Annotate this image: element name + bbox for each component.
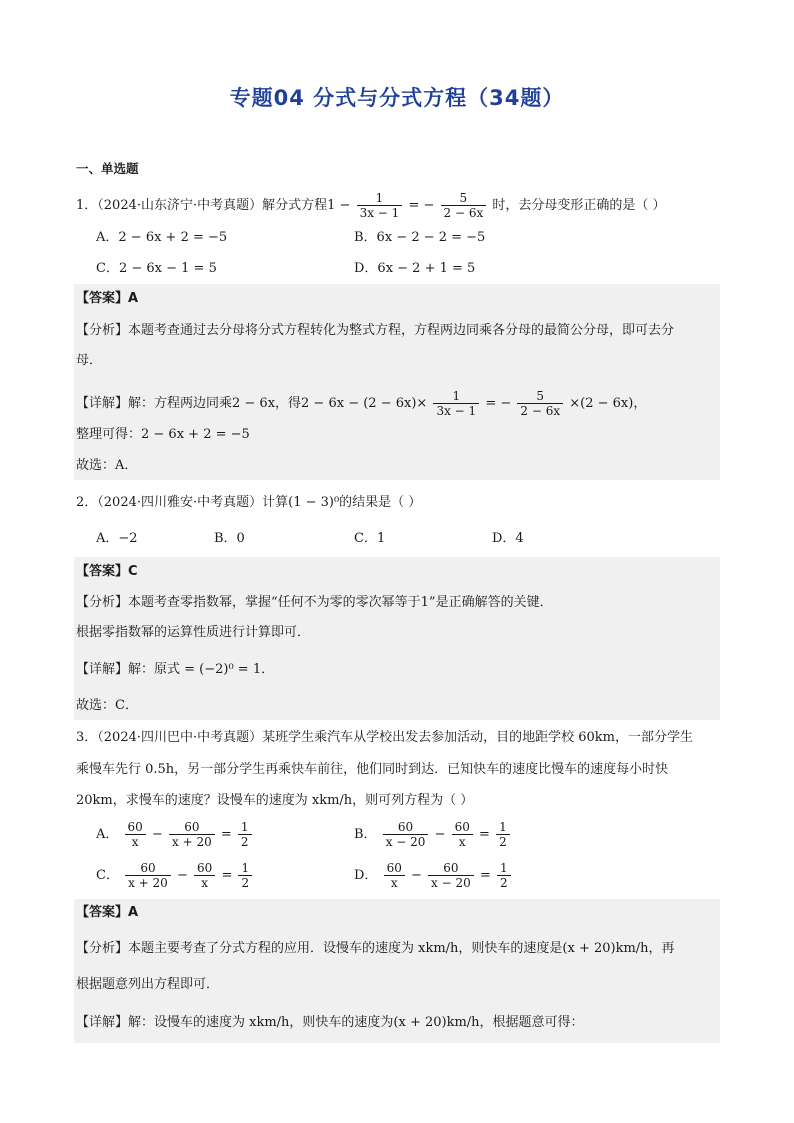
q1-detail-fraction-1 <box>433 389 479 418</box>
section-heading: 一、单选题 <box>76 161 139 176</box>
q1-fraction-2 <box>441 191 487 220</box>
q3-option-c <box>96 861 254 890</box>
q3-option-b <box>354 820 512 849</box>
q3-option-a <box>96 820 254 849</box>
q3-a-rd: 2 <box>238 834 252 849</box>
q2-answer <box>76 563 138 581</box>
q1-detail-1 <box>76 389 646 418</box>
q2-analysis-2: 根据零指数幂的运算性质进行计算即可． <box>76 625 311 640</box>
q3-a-eq: = <box>220 827 232 842</box>
q3-d-f1n: 60 <box>386 861 402 875</box>
q3-a-f2d: x + 20 <box>169 834 215 849</box>
q3-c-f1n: 60 <box>140 861 156 875</box>
q1-detail-f1-num: 1 <box>452 389 461 403</box>
q1-analysis-1: 【分析】本题考查通过去分母将分式方程转化为整式方程，方程两边同乘各分母的最简公分母，即可去分 <box>76 323 675 338</box>
q2-option-b: B．0 <box>214 531 245 546</box>
q1-detail-f2-den: 2 − 6x <box>517 403 563 418</box>
q1-option-b: B．6x − 2 − 2 = −5 <box>354 230 486 245</box>
q3-c-rn: 1 <box>241 861 250 875</box>
q3-d-frac1 <box>384 861 405 890</box>
q3-a-f2n: 60 <box>184 820 200 834</box>
q1-frac2-den: 2 − 6x <box>441 205 487 220</box>
q1-detail-f1-den: 3x − 1 <box>433 403 479 418</box>
q3-c-frac1 <box>125 861 171 890</box>
q1-detail-f2-num: 5 <box>536 389 545 403</box>
q1-detail-3: 故选：A． <box>76 458 138 473</box>
q3-b-rd: 2 <box>496 834 510 849</box>
q2-option-a: A．−2 <box>96 531 138 546</box>
q3-b-frac1 <box>383 820 429 849</box>
q2-detail-2: 故选：C． <box>76 698 138 713</box>
q3-c-frac3 <box>238 861 252 890</box>
q3-c-minus: − <box>176 868 188 883</box>
q3-d-eq: = <box>479 868 491 883</box>
q3-option-d-label: D． <box>354 868 378 883</box>
q3-a-frac3 <box>238 820 252 849</box>
q2-answer-text: 【答案】C <box>76 564 138 579</box>
q1-analysis-2: 母． <box>76 353 103 368</box>
q3-b-f2n: 60 <box>454 820 470 834</box>
q2-option-c: C．1 <box>354 531 386 546</box>
q3-b-frac3 <box>496 820 510 849</box>
q3-b-f1n: 60 <box>397 820 414 834</box>
q1-frac1-den: 3x − 1 <box>357 205 403 220</box>
q3-a-minus: − <box>151 827 163 842</box>
q3-b-eq: = <box>479 827 490 842</box>
q3-option-b-label: B． <box>354 827 377 842</box>
q3-b-f1d: x − 20 <box>383 834 429 849</box>
q3-c-rd: 2 <box>238 875 252 890</box>
q3-d-f1d: x <box>384 875 405 890</box>
q3-d-rn: 1 <box>499 861 508 875</box>
q3-d-f2d: x − 20 <box>428 875 474 890</box>
q3-analysis-1: 【分析】本题主要考查了分式方程的应用．设慢车的速度为 xkm/h，则快车的速度是(x + 20)km/h，再 <box>76 941 675 956</box>
q3-detail-1: 【详解】解：设慢车的速度为 xkm/h，则快车的速度为(x + 20)km/h，根据题意可得： <box>76 1015 584 1030</box>
q3-d-rd: 2 <box>497 875 511 890</box>
q3-d-frac3 <box>497 861 511 890</box>
q1-stem-a: 1．（2024·山东济宁·中考真题）解分式方程1 − <box>76 198 351 213</box>
q3-c-f2n: 60 <box>197 861 213 875</box>
q1-frac2-num: 5 <box>459 191 468 205</box>
q1-answer-panel <box>74 284 720 480</box>
q3-c-eq: = <box>221 868 233 883</box>
q3-b-minus: − <box>434 827 446 842</box>
q3-d-minus: − <box>411 868 422 883</box>
q1-option-a: A．2 − 6x + 2 = −5 <box>96 230 228 245</box>
q3-a-frac1 <box>125 820 146 849</box>
q3-answer-text: 【答案】A <box>76 905 139 920</box>
q3-answer <box>76 904 138 922</box>
q1-option-d: D．6x − 2 + 1 = 5 <box>354 261 476 276</box>
q3-c-frac2 <box>194 861 215 890</box>
q1-detail-c: ×(2 − 6x)， <box>569 396 647 411</box>
q3-option-d <box>354 861 513 890</box>
q1-detail-fraction-2 <box>517 389 563 418</box>
q3-option-c-label: C． <box>96 868 119 883</box>
q1-stem-c: 时，去分母变形正确的是（ ） <box>492 198 666 213</box>
q3-d-frac2 <box>428 861 474 890</box>
q2-analysis-1: 【分析】本题考查零指数幂，掌握“任何不为零的零次幂等于1”是正确解答的关键． <box>76 595 553 610</box>
q1-stem-b: = − <box>408 198 435 213</box>
q1-frac1-num: 1 <box>375 191 384 205</box>
q3-b-frac2 <box>452 820 473 849</box>
q1-detail-2: 整理可得：2 − 6x + 2 = −5 <box>76 427 250 442</box>
page-title: 专题04 分式与分式方程（34题） <box>229 86 565 110</box>
q3-stem-3: 20km，求慢车的速度？设慢车的速度为 xkm/h，则可列方程为（ ） <box>76 793 474 808</box>
q1-answer-text: 【答案】A <box>76 291 139 306</box>
q3-analysis-2: 根据题意列出方程即可． <box>76 977 220 992</box>
q2-option-d: D．4 <box>492 531 524 546</box>
q3-d-f2n: 60 <box>443 861 459 875</box>
q3-b-f2d: x <box>452 834 473 849</box>
q3-a-f1d: x <box>125 834 146 849</box>
q3-option-a-label: A． <box>96 827 119 842</box>
q2-detail-1: 【详解】解：原式 = (−2)⁰ = 1． <box>76 662 275 677</box>
q1-answer <box>76 290 138 308</box>
q3-stem-2: 乘慢车先行 0.5h，另一部分学生再乘快车前往，他们同时到达．已知快车的速度比慢车的速度每小时快 <box>76 762 669 777</box>
q1-fraction-1 <box>357 191 403 220</box>
q3-c-f2d: x <box>194 875 215 890</box>
q1-detail-a: 【详解】解：方程两边同乘2 − 6x，得2 − 6x − (2 − 6x)× <box>76 396 428 411</box>
q1-detail-b: = − <box>485 396 512 411</box>
q3-a-f1n: 60 <box>127 820 143 834</box>
q3-c-f1d: x + 20 <box>125 875 171 890</box>
q1-stem <box>76 191 666 220</box>
q3-b-rn: 1 <box>499 820 507 834</box>
q3-stem-1: 3．（2024·四川巴中·中考真题）某班学生乘汽车从学校出发去参加活动，目的地距学校 60km，一部分学生 <box>76 730 693 745</box>
q3-a-rn: 1 <box>240 820 249 834</box>
q1-option-c: C．2 − 6x − 1 = 5 <box>96 261 217 276</box>
q3-a-frac2 <box>169 820 215 849</box>
q2-stem: 2．（2024·四川雅安·中考真题）计算(1 − 3)⁰的结果是（ ） <box>76 495 422 510</box>
